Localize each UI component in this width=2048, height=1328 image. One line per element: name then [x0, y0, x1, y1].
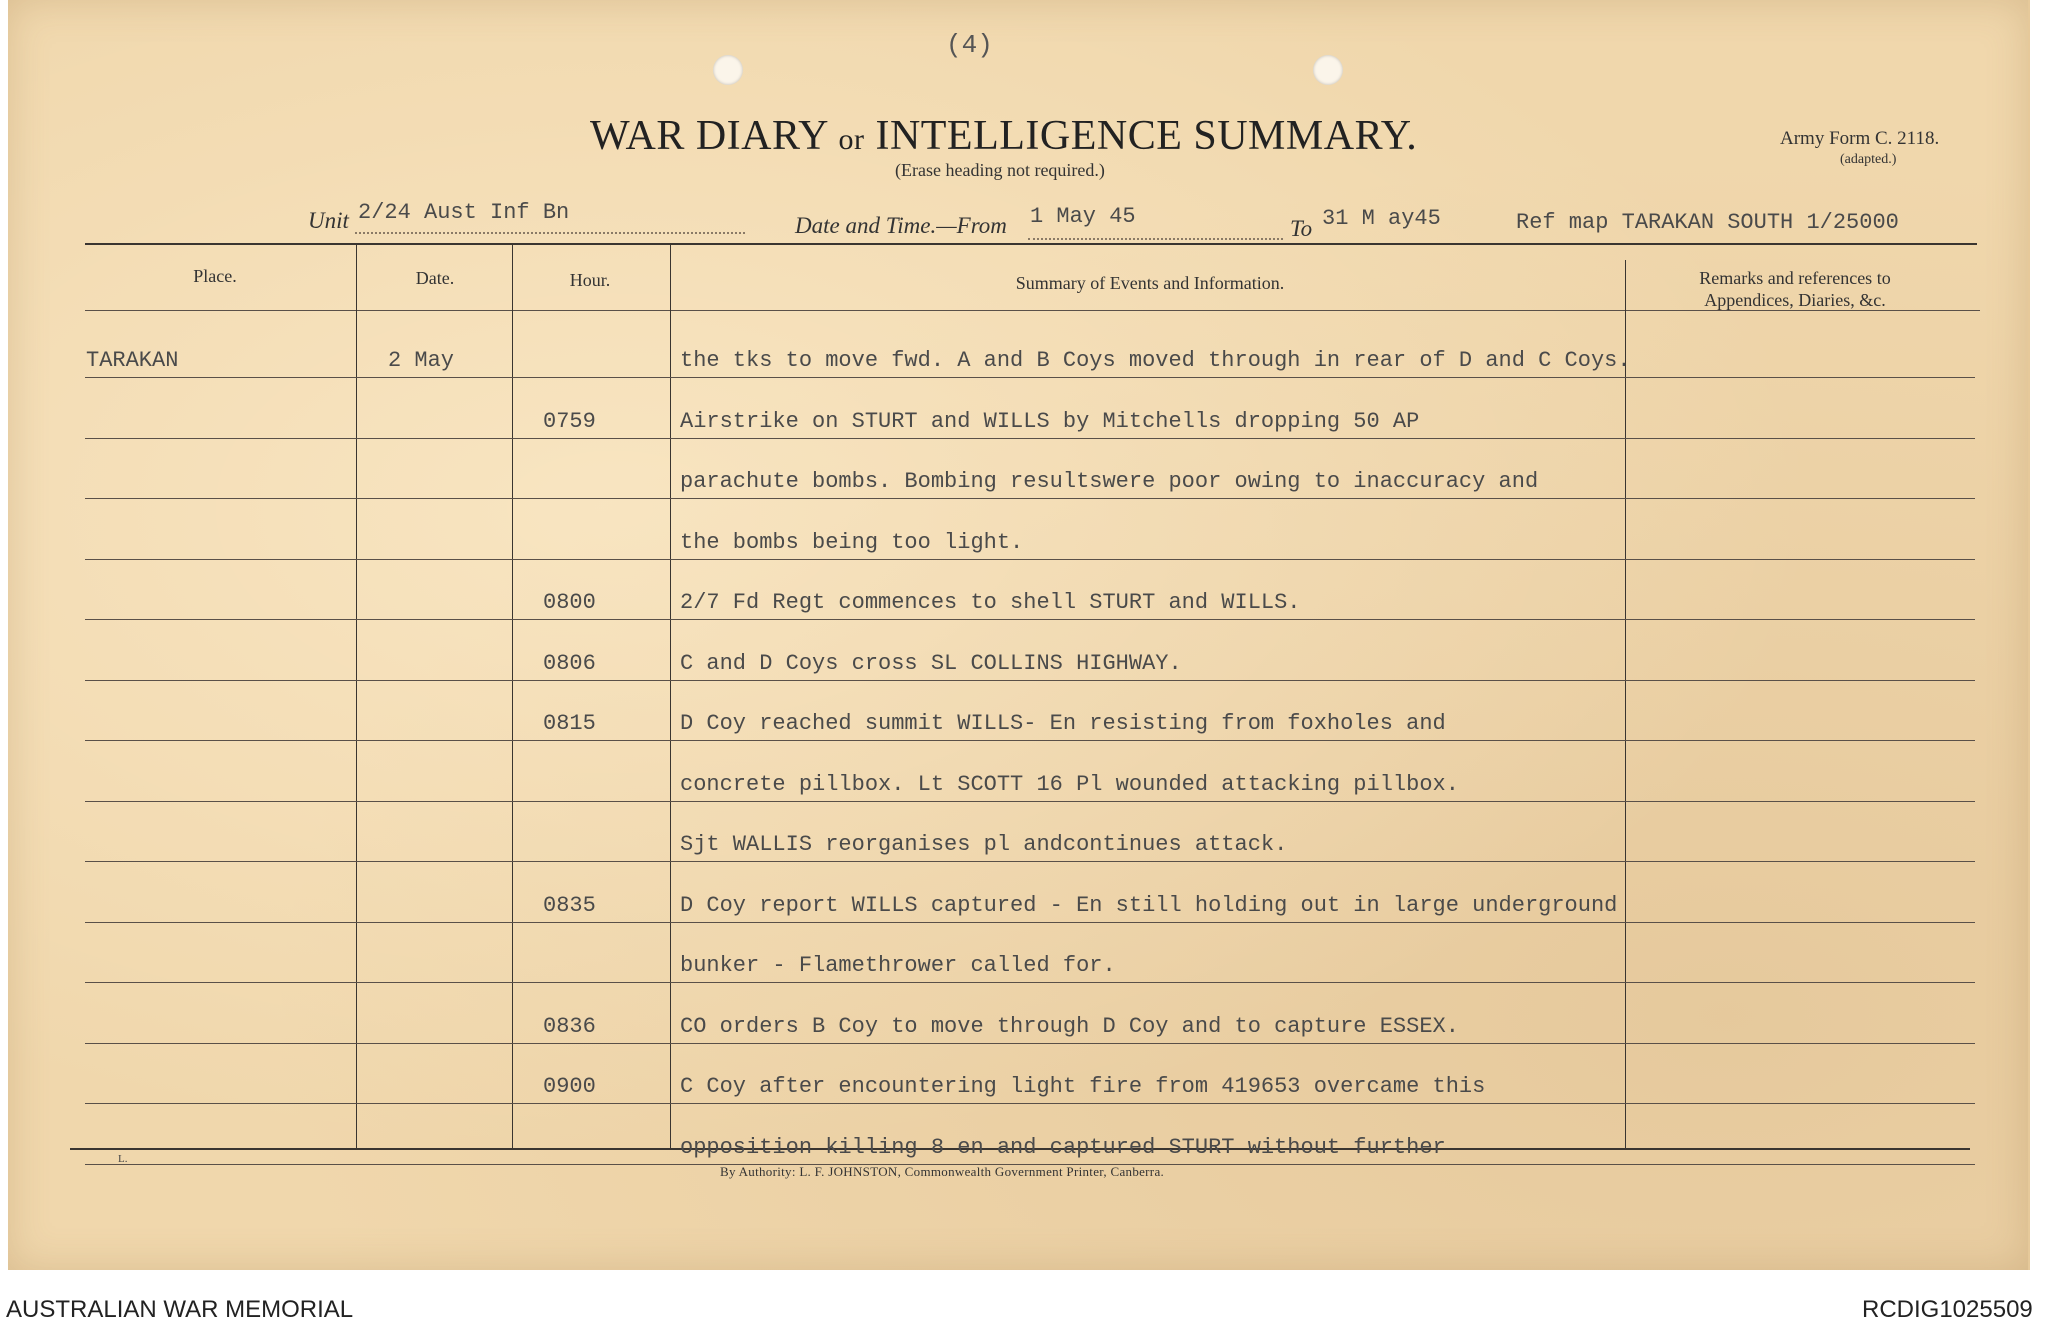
summary-cell: CO orders B Coy to move through D Coy and to capture ESSEX. [680, 1013, 1459, 1039]
hour-cell: 0900 [543, 1074, 596, 1099]
row-rule [85, 559, 1975, 560]
punch-hole-right [1313, 55, 1343, 85]
summary-cell: C and D Coys cross SL COLLINS HIGHWAY. [680, 650, 1182, 676]
hour-cell: 0759 [543, 408, 596, 434]
form-subtitle: (Erase heading not required.) [895, 160, 1105, 180]
row-rule [85, 861, 1975, 862]
date-time-label: Date and Time.—From [795, 213, 1007, 238]
unit-label: Unit [308, 208, 349, 233]
row-rule [85, 1103, 1975, 1104]
row-rule [85, 619, 1975, 620]
hour-cell: 0800 [543, 590, 596, 615]
unit-value: 2/24 Aust Inf Bn [358, 200, 570, 225]
row-rule [85, 922, 1975, 923]
page-number: (4) [946, 30, 993, 60]
summary-cell: C Coy after encountering light fire from 419653 overcame this [680, 1074, 1486, 1099]
row-rule [85, 438, 1975, 439]
hour-cell: 0806 [543, 650, 596, 676]
title-main: WAR DIARY [590, 113, 828, 159]
summary-cell: the tks to move fwd. A and B Coys moved through in rear of D and C Coys. [680, 348, 1631, 373]
summary-cell: parachute bombs. Bombing resultswere poor owing to inaccuracy and [680, 469, 1539, 494]
caption-record-id: RCDIG1025509 [1862, 1296, 2033, 1323]
footer-authority: By Authority: L. F. JOHNSTON, Commonwealth Government Printer, Canberra. [720, 1164, 1165, 1179]
row-rule [85, 801, 1975, 802]
from-dotted-line [1028, 238, 1283, 240]
col-divider-hour-summary [670, 245, 671, 1148]
unit-dotted-line [355, 232, 745, 234]
col-divider-date-hour [512, 245, 513, 1148]
title-or: or [838, 123, 865, 156]
col-head-remarks-2: Appendices, Diaries, &c. [1704, 290, 1886, 310]
summary-cell: 2/7 Fd Regt commences to shell STURT and WILLS. [680, 590, 1301, 615]
summary-cell: the bombs being too light. [680, 529, 1024, 555]
table-top-border [85, 243, 1977, 245]
col-divider-summary-remarks [1625, 260, 1626, 1148]
punch-hole-left [713, 55, 743, 85]
title-tail: INTELLIGENCE SUMMARY. [875, 113, 1418, 159]
col-head-place: Place. [193, 266, 237, 286]
row-rule [85, 740, 1975, 741]
form-title [590, 112, 1417, 160]
army-form-adapted: (adapted.) [1840, 152, 1897, 167]
summary-cell: bunker - Flamethrower called for. [680, 953, 1116, 978]
place-cell: TARAKAN [86, 348, 179, 373]
summary-cell: D Coy reached summit WILLS- En resisting from foxholes and [680, 711, 1446, 736]
col-head-summary: Summary of Events and Information. [1015, 273, 1285, 293]
summary-cell: opposition killing 8 en and captured STURT without further [680, 1134, 1446, 1160]
summary-cell: Airstrike on STURT and WILLS by Mitchells dropping 50 AP [680, 408, 1420, 434]
row-rule [85, 982, 1975, 983]
col-head-date: Date. [415, 268, 455, 288]
row-rule [85, 1043, 1975, 1044]
hour-cell: 0815 [543, 711, 596, 736]
hour-cell: 0835 [543, 892, 596, 918]
from-value: 1 May 45 [1030, 204, 1136, 229]
caption-archive-name: AUSTRALIAN WAR MEMORIAL [6, 1296, 354, 1323]
ref-map: Ref map TARAKAN SOUTH 1/25000 [1516, 210, 1899, 235]
summary-cell: Sjt WALLIS reorganises pl andcontinues attack. [680, 832, 1288, 857]
col-head-remarks-1: Remarks and references to [1699, 268, 1891, 288]
army-form-number: Army Form C. 2118. [1780, 128, 1940, 149]
summary-cell: concrete pillbox. Lt SCOTT 16 Pl wounded attacking pillbox. [680, 771, 1459, 797]
row-rule [85, 498, 1975, 499]
row-rule [85, 680, 1975, 681]
date-cell: 2 May [388, 348, 455, 373]
footer-left-mark: L. [118, 1153, 128, 1165]
row-rule [85, 377, 1975, 378]
to-value: 31 M ay45 [1322, 206, 1441, 231]
summary-cell: D Coy report WILLS captured - En still holding out in large underground [680, 892, 1618, 918]
hour-cell: 0836 [543, 1013, 596, 1039]
to-label: To [1290, 216, 1313, 241]
col-divider-place-date [356, 245, 357, 1148]
col-head-hour: Hour. [569, 270, 611, 290]
